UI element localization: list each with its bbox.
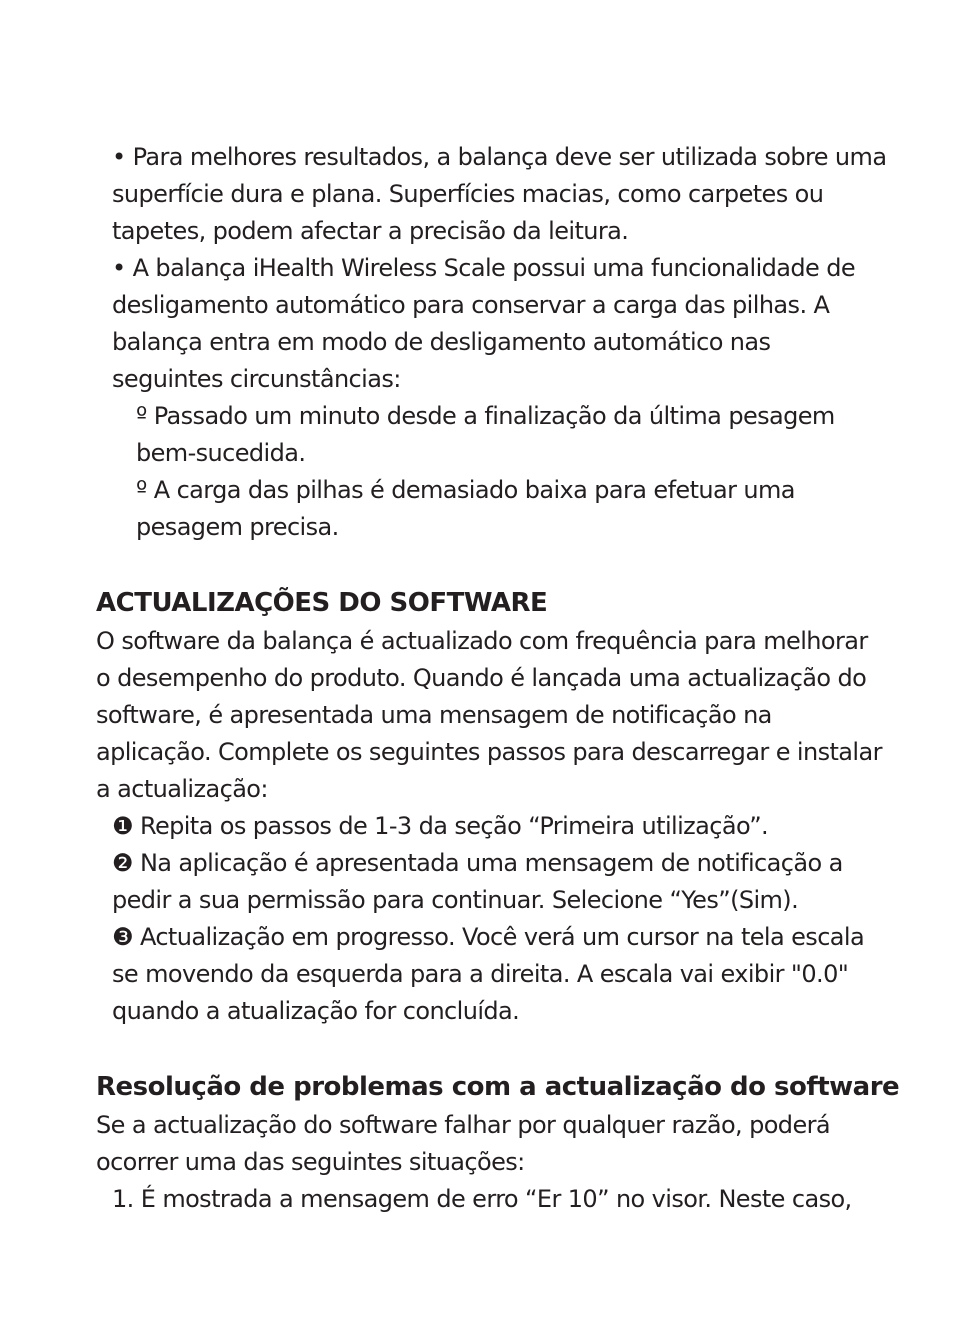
bullet-1-line-2: superfície dura e plana. Superfícies macias, como carpetes ou [112,180,824,208]
sub-bullet-1-line-2: bem-sucedida. [136,439,306,467]
step-1-line-1: ❶ Repita os passos de 1-3 da seção “Primeira utilização”. [112,812,769,840]
troubleshooting-item-1-line-1: 1. É mostrada a mensagem de erro “Er 10” no visor. Neste caso, [112,1185,852,1213]
bullet-1-line-3: tapetes, podem afectar a precisão da leitura. [112,217,629,245]
step-3-line-2: se movendo da esquerda para a direita. A escala vai exibir "0.0" [112,960,849,988]
step-2-line-1: ❷ Na aplicação é apresentada uma mensagem de notificação a [112,849,843,877]
bullet-2-line-3: balança entra em modo de desligamento automático nas [112,328,771,356]
step-3-line-1: ❸ Actualização em progresso. Você verá um cursor na tela escala [112,923,865,951]
software-updates-intro-line-5: a actualização: [96,775,268,803]
software-updates-intro-line-1: O software da balança é actualizado com frequência para melhorar [96,627,868,655]
bullet-2-line-2: desligamento automático para conservar a carga das pilhas. A [112,291,830,319]
bullet-2-line-4: seguintes circunstâncias: [112,365,401,393]
software-updates-heading: ACTUALIZAÇÕES DO SOFTWARE [96,588,548,618]
bullet-1-line-1: • Para melhores resultados, a balança deve ser utilizada sobre uma [112,143,887,171]
software-updates-intro-line-2: o desempenho do produto. Quando é lançada uma actualização do [96,664,867,692]
software-updates-intro-line-3: software, é apresentada uma mensagem de notificação na [96,701,772,729]
troubleshooting-intro-line-1: Se a actualização do software falhar por qualquer razão, poderá [96,1111,830,1139]
step-3-line-3: quando a atualização for concluída. [112,997,520,1025]
step-2-line-2: pedir a sua permissão para continuar. Selecione “Yes”(Sim). [112,886,799,914]
troubleshooting-intro-line-2: ocorrer uma das seguintes situações: [96,1148,525,1176]
software-updates-intro-line-4: aplicação. Complete os seguintes passos para descarregar e instalar [96,738,882,766]
sub-bullet-2-line-1: º A carga das pilhas é demasiado baixa para efetuar uma [136,476,795,504]
sub-bullet-2-line-2: pesagem precisa. [136,513,339,541]
sub-bullet-1-line-1: º Passado um minuto desde a finalização da última pesagem [136,402,835,430]
troubleshooting-heading: Resolução de problemas com a actualização do software [96,1072,900,1102]
bullet-2-line-1: • A balança iHealth Wireless Scale possui uma funcionalidade de [112,254,856,282]
